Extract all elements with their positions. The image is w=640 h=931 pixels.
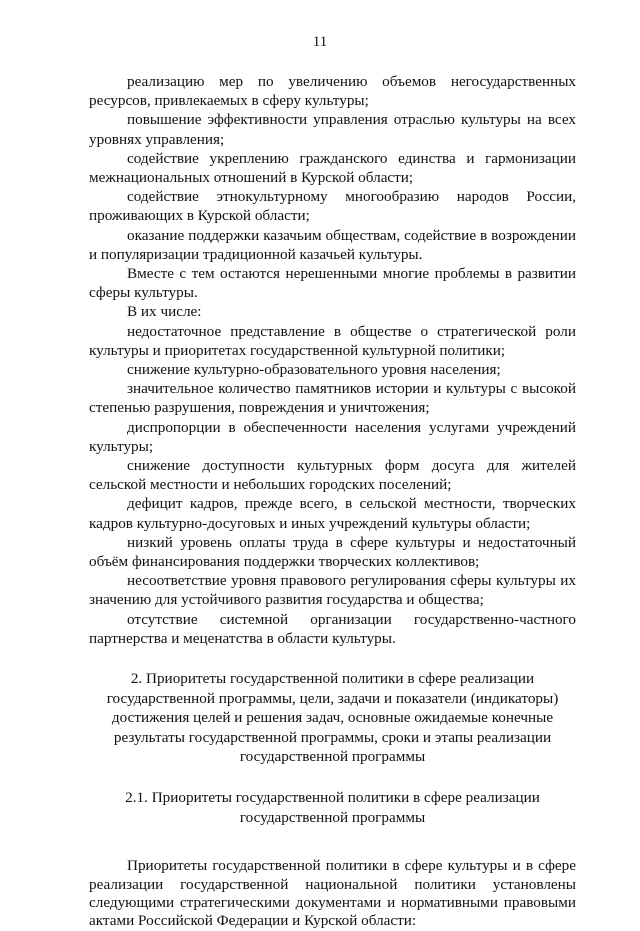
section-2-1-intro-paragraph: Приоритеты государственной политики в сфере культуры и в сфере реализации государственной национальной политики установлены следующими стратегическими документами и нормативными правовыми актами Российской Федерации и Курской области: — [89, 857, 576, 930]
among-them-label: В их числе: — [127, 303, 202, 321]
problems-intro-paragraph: Вместе с тем остаются нерешенными многие проблемы в развитии сферы культуры. — [89, 265, 576, 302]
problem-item: снижение культурно-образовательного уровня населения; — [127, 361, 501, 379]
problem-item: низкий уровень оплаты труда в сфере культуры и недостаточный объём финансирования поддержки творческих коллективов; — [89, 533, 576, 571]
section-2-heading: 2. Приоритеты государственной политики в сфере реализации государственной программы, цели, задачи и показатели (индикаторы) достижения целей и решения задач, основные ожидаемые конечные результаты государственной программы, сроки и этапы реализации государственной программы — [106, 670, 559, 766]
problem-item: дефицит кадров, прежде всего, в сельской местности, творческих кадров культурно-досуговых и иных учреждений культуры области; — [89, 495, 576, 532]
document-body — [89, 72, 576, 931]
list-item: содействие этнокультурному многообразию народов России, проживающих в Курской области; — [89, 188, 576, 225]
problem-item: снижение доступности культурных форм досуга для жителей сельской местности и небольших городских поселений; — [89, 457, 576, 494]
section-2-1-heading: 2.1. Приоритеты государственной политики в сфере реализации государственной программы — [125, 789, 540, 826]
problem-item: недостаточное представление в обществе о стратегической роли культуры и приоритетах государственной культурной политики; — [89, 322, 576, 359]
problem-item: диспропорции в обеспеченности населения услугами учреждений культуры; — [89, 418, 576, 455]
problem-item: несоответствие уровня правового регулирования сферы культуры их значению для устойчивого развития государства и общества; — [89, 572, 576, 609]
problem-item: отсутствие системной организации государственно-частного партнерства и меценатства в области культуры. — [89, 610, 576, 647]
page-number: 11 — [312, 34, 328, 50]
list-item: оказание поддержки казачьим обществам, содействие в возрождении и популяризации традиционной казачьей культуры. — [89, 226, 576, 263]
list-item: повышение эффективности управления отраслью культуры на всех уровнях управления; — [89, 111, 576, 148]
problem-item: значительное количество памятников истории и культуры с высокой степенью разрушения, повреждения и уничтожения; — [89, 380, 576, 417]
list-item: содействие укреплению гражданского единства и гармонизации межнациональных отношений в Курской области; — [89, 149, 576, 187]
list-item: реализацию мер по увеличению объемов негосударственных ресурсов, привлекаемых в сферу культуры; — [89, 73, 576, 110]
